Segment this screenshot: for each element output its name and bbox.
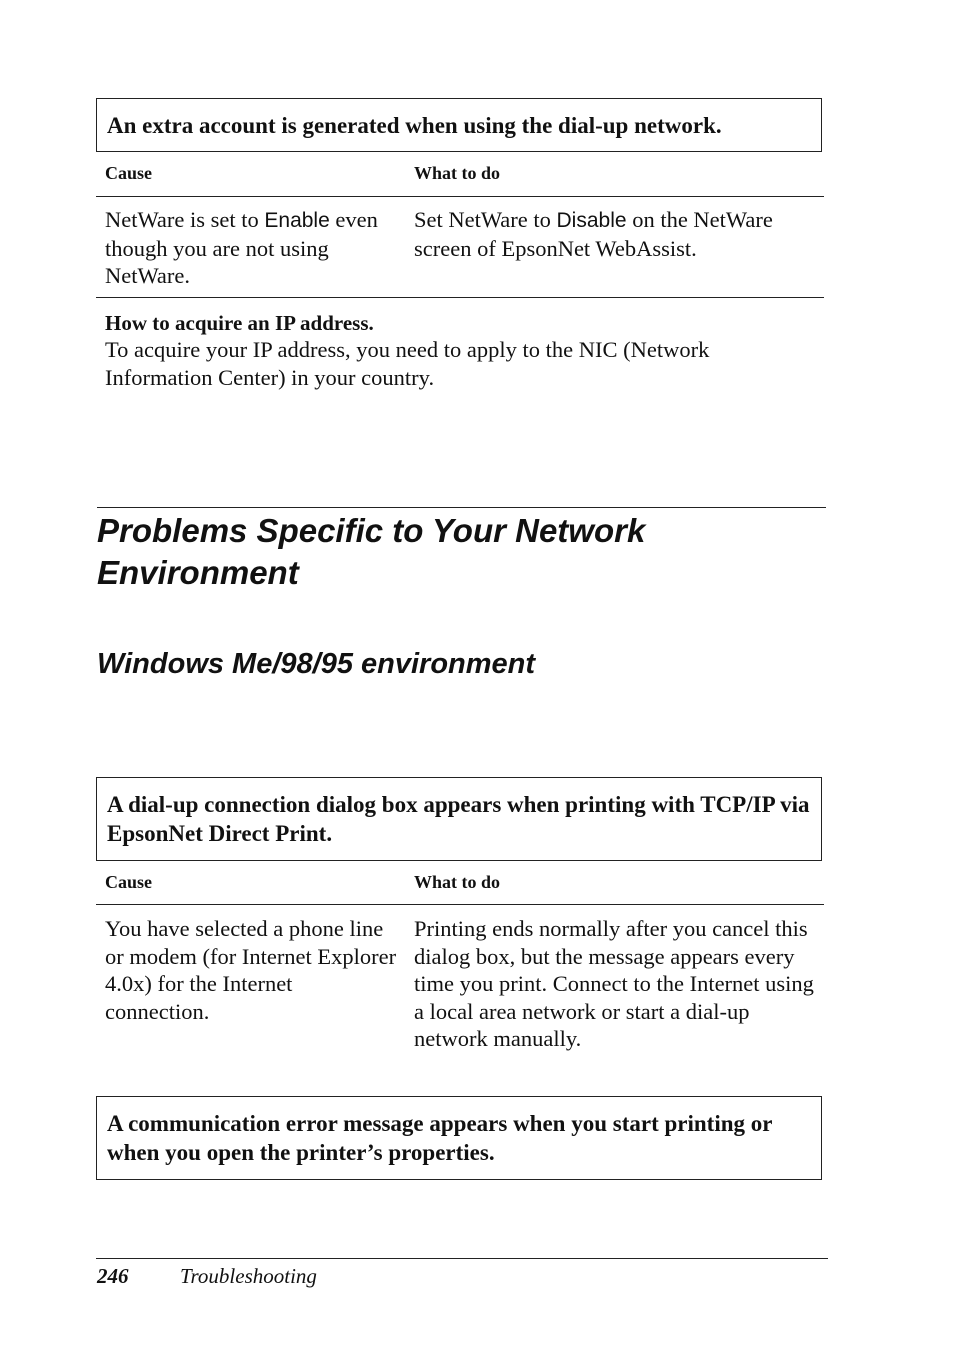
note-heading: How to acquire an IP address. xyxy=(105,311,374,335)
issue-box-communication-error xyxy=(96,1096,822,1180)
table-cell-what-to-do xyxy=(414,206,818,262)
table-cell-cause xyxy=(105,206,401,290)
table-bottom-rule xyxy=(96,297,824,298)
what-text: on the NetWare screen of EpsonNet WebAssist. xyxy=(414,207,773,261)
column-header-what-to-do: What to do xyxy=(414,872,501,892)
table-cell-cause: You have selected a phone line or modem (for Internet Explorer 4.0x) for the Internet connection. xyxy=(105,916,397,1024)
note-body: To acquire your IP address, you need to apply to the NIC (Network Information Center) in your country. xyxy=(105,337,710,390)
issue-box-extra-account xyxy=(96,98,822,152)
footer-rule xyxy=(96,1258,828,1259)
section-title: Problems Specific to Your Network Environment xyxy=(97,507,826,594)
cause-text: even though you are not using NetWare. xyxy=(105,207,378,288)
subsection-title: Windows Me/98/95 environment xyxy=(97,648,536,680)
table-cell-what-to-do: Printing ends normally after you cancel this dialog box, but the message appears every time you print. Connect to the Internet using a local area network or start a dial-up network manually. xyxy=(414,916,814,1051)
column-header-cause: Cause xyxy=(105,872,153,892)
column-header-what-to-do: What to do xyxy=(414,163,501,183)
ui-label-enable: Enable xyxy=(264,209,330,232)
table-header-rule xyxy=(96,904,824,905)
cause-text: NetWare is set to xyxy=(105,207,265,232)
issue-title: An extra account is generated when using the dial-up network. xyxy=(107,113,722,138)
column-header-cause: Cause xyxy=(105,163,153,183)
footer-chapter: Troubleshooting xyxy=(180,1264,317,1288)
ui-label-disable: Disable xyxy=(556,209,627,232)
issue-title: A dial-up connection dialog box appears when printing with TCP/IP via EpsonNet Direct Print. xyxy=(107,792,810,846)
issue-title: A communication error message appears when you start printing or when you open the printer’s properties. xyxy=(107,1111,773,1165)
table-header-rule xyxy=(96,196,824,197)
page-number: 246 xyxy=(97,1264,129,1288)
what-text: Set NetWare to xyxy=(414,207,557,232)
issue-box-dialup-dialog xyxy=(96,777,822,861)
